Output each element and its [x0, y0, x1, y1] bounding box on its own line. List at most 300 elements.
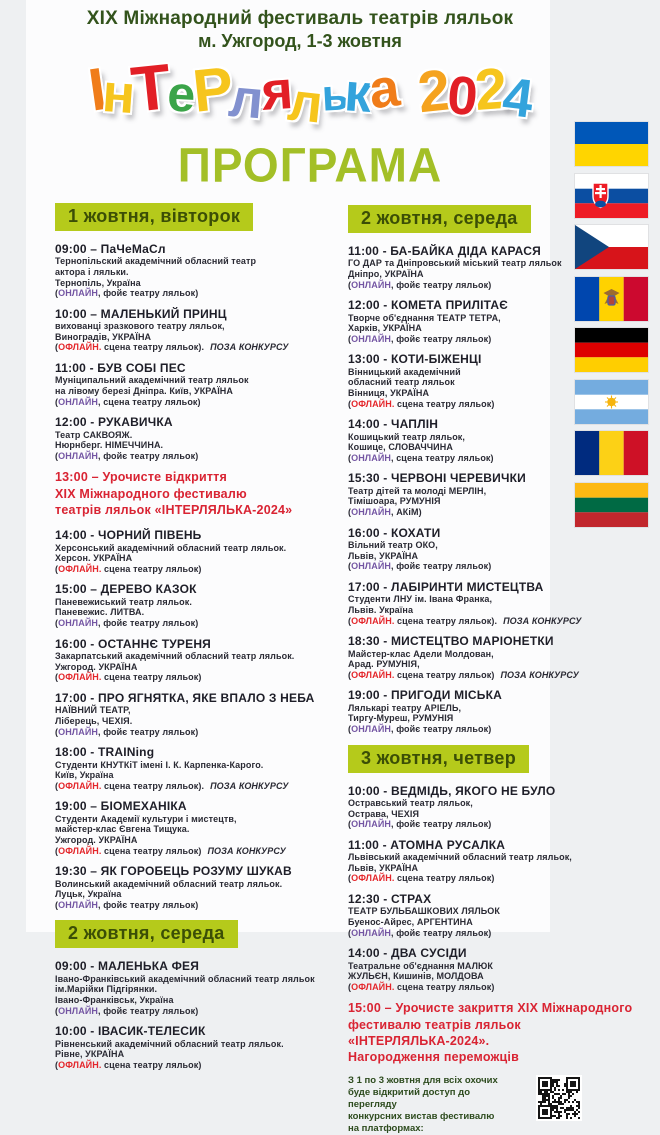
event-detail-line: Волинський академічний обласний театр ляльок. [55, 878, 283, 889]
format-venue: , фойє театру ляльок) [391, 333, 492, 344]
event-detail-line: Острава, ЧЕХІЯ [348, 808, 420, 819]
format-mode-offline: ОФЛАЙН. [58, 780, 102, 791]
logo-letter: е [166, 65, 195, 123]
event-name: БУВ СОБІ ПЕС [97, 361, 186, 376]
event-time: 17:00 - [348, 579, 391, 594]
event-time: 16:00 - [348, 525, 391, 540]
event-format-line [55, 451, 347, 462]
footer-note [348, 1075, 644, 1134]
format-venue: , фойє театру ляльок) [391, 279, 492, 290]
event-entry [348, 688, 644, 734]
event-time-title [348, 580, 644, 594]
event-name: ДВА СУСІДИ [390, 946, 467, 961]
event-format-line [348, 724, 644, 735]
event-format-line [348, 982, 644, 993]
event-format-line [348, 873, 644, 884]
event-detail-line: Студенти КНУТКіТ імені І. К. Карпенка-Карого. [55, 759, 264, 770]
event-entry [55, 637, 347, 683]
event-time: 19:30 – [55, 864, 101, 879]
logo-letter: н [100, 63, 134, 125]
event-time: 16:00 - [55, 636, 98, 651]
event-detail-line: Кошицький театр ляльок, [348, 431, 466, 442]
festival-title-line2: м. Ужгород, 1-3 жовтня [198, 31, 402, 51]
day-header: 2 жовтня, середа [55, 920, 238, 948]
event-format-line [55, 1006, 347, 1017]
event-detail-line: обласний театр ляльок [348, 377, 455, 388]
event-time: 18:30 - [348, 634, 391, 649]
event-time: 14:00 - [348, 417, 391, 432]
format-mode-offline: ОФЛАЙН. [58, 563, 102, 574]
format-mode-offline: ОФЛАЙН. [351, 615, 395, 626]
event-time-title [348, 892, 644, 906]
event-detail-line: Театр САКВОЯЖ. [55, 429, 133, 440]
format-mode-offline: ОФЛАЙН. [351, 669, 395, 680]
event-time: 13:00 - [348, 352, 391, 367]
event-format-line [348, 819, 644, 830]
logo-letter: л [285, 71, 323, 135]
event-entry [55, 864, 347, 910]
format-open-paren: ( [348, 333, 352, 344]
event-detail-line: Вінницький академічний [348, 366, 461, 377]
event-name: КОХАТИ [390, 525, 441, 540]
format-venue: , фойє театру ляльок) [98, 288, 199, 299]
event-detail-line: Майстер-клас Адели Молдован, [348, 648, 494, 659]
event-detail-line: НАЇВНИЙ ТЕАТР, [55, 705, 131, 716]
event-detail-line: Львівський академічний обласний театр ляльок, [348, 852, 572, 863]
event-time: 09:00 - [55, 959, 98, 974]
format-venue: , фойє театру ляльок) [98, 899, 199, 910]
event-time-title [348, 634, 644, 648]
festival-logo [0, 46, 620, 138]
format-open-paren: ( [348, 279, 352, 290]
event-name: РУКАВИЧКА [97, 415, 173, 430]
event-time-title [55, 528, 347, 542]
logo-year-2024 [415, 56, 534, 130]
flag-romania [575, 431, 648, 475]
format-mode-online: ОНЛАЙН [351, 561, 391, 572]
format-open-paren: ( [55, 396, 59, 407]
format-venue: сцена театру ляльок). [394, 615, 498, 626]
format-venue: , фойє театру ляльок) [391, 561, 492, 572]
format-open-paren: ( [348, 615, 352, 626]
format-mode-online: ОНЛАЙН [351, 819, 391, 830]
event-detail-line: Кошице, СЛОВАЧЧИНА [348, 442, 453, 453]
event-entry [55, 415, 347, 461]
out-of-competition-note: ПОЗА КОНКУРСУ [500, 669, 579, 680]
format-open-paren: ( [55, 288, 59, 299]
event-name: ПаЧеМаСл [100, 242, 166, 256]
event-name: ПРИГОДИ МІСЬКА [390, 688, 502, 703]
flag-moldova [575, 277, 648, 321]
format-venue: , фойє театру ляльок) [391, 927, 492, 938]
event-detail-line: ім.Марійки Підгірянки. [55, 984, 158, 995]
event-time: 10:00 - [55, 1024, 98, 1039]
event-name: ОСТАННЄ ТУРЕНЯ [97, 636, 212, 651]
day-header: 3 жовтня, четвер [348, 745, 529, 773]
format-venue: , фойє театру ляльок) [98, 726, 199, 737]
event-format-line [55, 618, 347, 629]
event-name: TRAINing [97, 745, 155, 760]
format-venue: сцена театру ляльок). [101, 342, 205, 353]
announcement-line: 15:00 – Урочисте закриття XIX Міжнародного [348, 1001, 633, 1016]
event-detail-line: Театр дітей та молоді МЕРЛІН, [348, 485, 487, 496]
event-time-title [55, 864, 347, 878]
event-time: 12:30 - [348, 892, 391, 907]
event-name: СТРАХ [390, 892, 432, 907]
announcement [348, 1000, 644, 1065]
event-name: ЧАПЛІН [390, 417, 439, 432]
out-of-competition-note: ПОЗА КОНКУРСУ [210, 342, 289, 353]
format-venue: , сцена театру ляльок) [98, 396, 201, 407]
event-detail-line: актора і ляльки. [55, 267, 129, 277]
event-format-line [348, 670, 644, 681]
format-venue: , АКіМ) [391, 507, 422, 518]
footer-line: конкурсних вистав фестивалю [348, 1111, 495, 1123]
event-time: 12:00 - [55, 415, 98, 430]
format-open-paren: ( [55, 563, 59, 574]
event-entry [55, 691, 347, 737]
event-detail-line: Творче об'єднання ТЕАТР ТЕТРА, [348, 312, 501, 323]
event-entry [348, 634, 644, 680]
event-detail-line: Нюрнберг. НІМЕЧЧИНА. [55, 440, 164, 451]
announcement-line: театрів ляльок «ІНТЕРЛЯЛЬКА-2024» [55, 502, 293, 517]
event-detail-line: майстер-клас Євгена Тищука. [55, 824, 190, 835]
format-venue: , фойє театру ляльок) [98, 1005, 199, 1016]
format-open-paren: ( [348, 723, 352, 734]
event-time: 19:00 – [55, 799, 101, 814]
event-time: 09:00 – [55, 242, 101, 256]
program-column-left [55, 201, 347, 1078]
event-detail-line: Івано-Франківський академічний обласний театр ляльок [55, 973, 315, 984]
event-name: БІОМЕХАНІКА [100, 799, 187, 814]
flag-germany [575, 328, 648, 372]
announcement-line: фестивалю театрів ляльок «ІНТЕРЛЯЛЬКА-2024». [348, 1017, 521, 1048]
day-header: 1 жовтня, вівторок [55, 203, 253, 231]
event-time: 19:00 - [348, 688, 391, 703]
event-format-line [55, 900, 347, 911]
logo-digit: 4 [499, 66, 534, 130]
format-mode-online: ОНЛАЙН [58, 899, 98, 910]
event-detail-line: Луцьк, Україна [55, 889, 122, 900]
event-name: ВЕДМІДЬ, ЯКОГО НЕ БУЛО [390, 783, 556, 798]
format-venue: сцена театру ляльок) [101, 563, 202, 574]
event-detail-line: Івано-Франківськ, Україна [55, 994, 174, 1005]
format-venue: сцена театру ляльок). [101, 780, 205, 791]
format-open-paren: ( [55, 1059, 59, 1070]
event-entry [348, 838, 644, 884]
flag-lithuania [575, 483, 648, 527]
event-detail-line: Вільний театр ОКО, [348, 540, 438, 551]
format-venue: сцена театру ляльок) [394, 398, 495, 409]
format-mode-online: ОНЛАЙН [58, 450, 98, 461]
format-open-paren: ( [55, 726, 59, 737]
event-detail-line: Львів, УКРАЇНА [348, 862, 419, 873]
event-time-title [55, 415, 347, 429]
logo-digit: 2 [472, 56, 507, 123]
format-mode-offline: ОФЛАЙН. [58, 342, 102, 353]
format-open-paren: ( [348, 873, 352, 884]
event-name: ЧЕРВОНІ ЧЕРЕВИЧКИ [390, 471, 526, 486]
event-name: МАЛЕНЬКИЙ ПРИНЦ [100, 306, 227, 321]
event-time-title [348, 688, 644, 702]
event-time: 11:00 - [348, 837, 391, 852]
format-venue: сцена театру ляльок) [394, 981, 495, 992]
event-detail-line: Виноградів, УКРАЇНА [55, 331, 152, 342]
format-venue: сцена театру ляльок) [101, 672, 202, 683]
format-open-paren: ( [55, 780, 59, 791]
event-detail-line: Паневежиський театр ляльок. [55, 596, 192, 607]
event-time: 17:00 - [55, 690, 98, 705]
announcement [55, 469, 347, 518]
logo-letter: к [342, 62, 372, 124]
event-detail-line: Київ, Україна [55, 770, 114, 781]
event-detail-line: Рівне, УКРАЇНА [55, 1049, 125, 1060]
format-venue: , фойє театру ляльок) [98, 450, 199, 461]
day-header: 2 жовтня, середа [348, 205, 531, 233]
event-detail-line: Харків, УКРАЇНА [348, 323, 422, 334]
event-entry [55, 1024, 347, 1070]
format-open-paren: ( [55, 899, 59, 910]
event-time-title [55, 745, 347, 759]
format-mode-offline: ОФЛАЙН. [58, 672, 102, 683]
event-detail-line: Тімішоара, РУМУНІЯ [348, 496, 441, 507]
format-open-paren: ( [348, 452, 352, 463]
flag-argentina [575, 380, 648, 424]
event-detail-line: Тиргу-Муреш, РУМУНІЯ [348, 713, 454, 724]
logo-digit: 2 [415, 57, 451, 126]
event-detail-line: вихованці зразкового театру ляльок, [55, 321, 225, 332]
format-venue: сцена театру ляльок) [394, 669, 495, 680]
out-of-competition-note: ПОЗА КОНКУРСУ [503, 615, 582, 626]
format-mode-online: ОНЛАЙН [351, 927, 391, 938]
event-entry [55, 242, 347, 299]
event-entry [55, 528, 347, 574]
event-time: 14:00 - [55, 528, 98, 543]
event-detail-line: Тернопільский академічний обласний театр [55, 256, 257, 267]
format-open-paren: ( [348, 981, 352, 992]
event-name: КОМЕТА ПРИЛІТАЄ [390, 298, 508, 313]
event-time-title [348, 946, 644, 960]
format-open-paren: ( [348, 561, 352, 572]
event-time-title [55, 361, 347, 375]
event-detail-line: Остравський театр ляльок, [348, 797, 473, 808]
event-time: 10:00 - [348, 783, 391, 798]
format-venue: , фойє театру ляльок) [391, 819, 492, 830]
festival-title-line1: XIX Міжнародний фестиваль театрів ляльок [86, 8, 514, 29]
format-venue: , сцена театру ляльок) [391, 452, 494, 463]
event-format-line [55, 672, 347, 683]
event-time-title [348, 838, 644, 852]
event-detail-line: Буенос-Айрес, АРГЕНТИНА [348, 917, 473, 928]
day-header-row [55, 918, 347, 959]
event-entry [348, 892, 644, 938]
event-format-line [55, 288, 347, 299]
event-time: 11:00 - [348, 244, 391, 258]
event-time-title [55, 799, 347, 813]
event-time: 15:30 - [348, 471, 391, 486]
event-format-line [55, 727, 347, 738]
event-name: АТОМНА РУСАЛКА [390, 837, 506, 852]
format-open-paren: ( [55, 845, 59, 856]
flag-ukraine [575, 122, 648, 166]
format-open-paren: ( [348, 669, 352, 680]
event-detail-line: Ужгород. УКРАЇНА [55, 661, 138, 672]
event-time: 14:00 - [348, 946, 391, 961]
format-open-paren: ( [55, 450, 59, 461]
event-detail-line: ГО ДАР та Дніпровський міський театр ляльок [348, 258, 562, 269]
format-mode-offline: ОФЛАЙН. [351, 398, 395, 409]
qr-module [578, 1117, 580, 1119]
event-detail-line: ЖУЛЬЄН, Кишинів, МОЛДОВА [348, 971, 484, 982]
event-entry [55, 307, 347, 353]
day-header-row [348, 743, 644, 784]
logo-letter: Р [189, 54, 234, 125]
event-time: 10:00 – [55, 306, 101, 321]
event-detail-line: Студенти Академії культури і мистецтв, [55, 813, 237, 824]
format-mode-online: ОНЛАЙН [58, 618, 98, 629]
event-detail-line: Муніципальний академічний театр ляльок [55, 375, 249, 386]
announcement-line: XIX Міжнародного фестивалю [55, 486, 247, 501]
event-time-title [55, 307, 347, 321]
event-name: ЧОРНИЙ ПІВЕНЬ [97, 528, 202, 543]
format-open-paren: ( [348, 398, 352, 409]
event-detail-line: ТЕАТР БУЛЬБАШКОВИХ ЛЯЛЬОК [348, 906, 500, 917]
event-time: 18:00 - [55, 745, 98, 760]
format-open-paren: ( [348, 927, 352, 938]
logo-letter: л [226, 67, 263, 131]
footer-line: З 1 по 3 жовтня для всіх охочих [348, 1075, 498, 1087]
program-title: ПРОГРАМА [177, 137, 443, 193]
format-venue: сцена театру ляльок) [394, 873, 495, 884]
flag-czechia [575, 225, 648, 269]
flag-slovakia [575, 174, 648, 218]
out-of-competition-note: ПОЗА КОНКУРСУ [210, 780, 289, 791]
event-detail-line: Рівненський академічний обласний театр ляльок. [55, 1038, 284, 1049]
format-mode-offline: ОФЛАЙН. [58, 1059, 102, 1070]
format-mode-offline: ОФЛАЙН. [351, 873, 395, 884]
logo-letter: Т [128, 50, 172, 126]
event-time-title [55, 637, 347, 651]
event-format-line [55, 397, 347, 408]
event-time-title [55, 1024, 347, 1038]
event-time-title [55, 242, 347, 256]
format-mode-online: ОНЛАЙН [351, 333, 391, 344]
format-open-paren: ( [55, 672, 59, 683]
event-time: 12:00 - [348, 298, 391, 313]
event-time-title [55, 691, 347, 705]
footer-text [348, 1075, 518, 1134]
event-format-line [348, 616, 644, 627]
event-format-line [55, 781, 347, 792]
logo-digit: 0 [444, 64, 477, 128]
event-detail-line: Студенти ЛНУ ім. Івана Франка, [348, 594, 493, 605]
format-mode-online: ОНЛАЙН [351, 507, 391, 518]
event-detail-line: Вінниця, УКРАЇНА [348, 388, 430, 399]
event-detail-line: Лялькарі театру АРІЕЛЬ, [348, 702, 462, 713]
event-detail-line: Паневежис. ЛИТВА. [55, 607, 145, 618]
event-detail-line: Ліберець, ЧЕХІЯ. [55, 715, 133, 726]
event-detail-line: Арад. РУМУНІЯ, [348, 659, 420, 670]
event-name: МИСТЕЦТВО МАРІОНЕТКИ [390, 634, 554, 649]
logo-word-interlyalka [84, 50, 401, 135]
format-open-paren: ( [348, 507, 352, 518]
format-open-paren: ( [55, 342, 59, 353]
format-venue: , фойє театру ляльок) [98, 618, 199, 629]
event-entry [55, 361, 347, 407]
event-format-line [55, 846, 347, 857]
format-mode-online: ОНЛАЙН [58, 1005, 98, 1016]
format-mode-online: ОНЛАЙН [58, 726, 98, 737]
event-format-line [55, 342, 347, 353]
event-time-title [55, 959, 347, 973]
event-entry [348, 784, 644, 830]
announcement-line: Нагородження переможців [348, 1050, 519, 1065]
event-format-line [55, 1060, 347, 1071]
event-detail-line: Ужгород. УКРАЇНА [55, 834, 138, 845]
format-mode-online: ОНЛАЙН [351, 452, 391, 463]
format-mode-online: ОНЛАЙН [351, 279, 391, 290]
event-detail-line: Львів, УКРАЇНА [348, 550, 419, 561]
logo-letter: я [259, 60, 293, 122]
event-name: БА-БАЙКА ДІДА КАРАСЯ [390, 244, 541, 258]
event-time: 11:00 - [55, 361, 98, 376]
out-of-competition-note: ПОЗА КОНКУРСУ [207, 845, 286, 856]
logo-letter: а [366, 57, 401, 121]
format-venue: , фойє театру ляльок) [391, 723, 492, 734]
footer-line: буде відкритий доступ до перегляду [348, 1087, 470, 1111]
event-entry [55, 745, 347, 791]
event-format-line [348, 561, 644, 572]
event-detail-line: Закарпатський академічний обласний театр ляльок. [55, 651, 295, 662]
format-mode-online: ОНЛАЙН [58, 396, 98, 407]
event-detail-line: на лівому березі Дніпра. Київ, УКРАЇНА [55, 386, 234, 397]
event-entry [348, 946, 644, 992]
logo-letter: І [84, 55, 108, 124]
event-name: ДЕРЕВО КАЗОК [100, 582, 197, 597]
event-detail-line: Львів. Україна [348, 604, 414, 615]
event-name: МАЛЕНЬКА ФЕЯ [97, 959, 200, 974]
logo-letter: ь [320, 70, 348, 121]
format-mode-offline: ОФЛАЙН. [351, 981, 395, 992]
footer-line: на платформах: [348, 1122, 424, 1134]
event-name: ЛАБІРИНТИ МИСТЕЦТВА [390, 579, 544, 594]
event-format-line [55, 564, 347, 575]
qr-code [536, 1075, 582, 1121]
event-time-title [348, 784, 644, 798]
format-venue: сцена театру ляльок) [101, 1059, 202, 1070]
format-open-paren: ( [348, 819, 352, 830]
event-detail-line: Театральне об'єднання МАЛЮК [348, 960, 494, 971]
event-entry [348, 580, 644, 626]
format-open-paren: ( [55, 1005, 59, 1016]
event-entry [55, 799, 347, 856]
event-name: ПРО ЯГНЯТКА, ЯКЕ ВПАЛО З НЕБА [97, 690, 315, 705]
format-mode-offline: ОФЛАЙН. [58, 845, 102, 856]
event-entry [55, 582, 347, 628]
announcement-line: 13:00 – Урочисте відкриття [55, 470, 227, 485]
day-header-row [55, 201, 347, 242]
format-mode-online: ОНЛАЙН [58, 288, 98, 299]
event-detail-line: Дніпро, УКРАЇНА [348, 269, 424, 279]
event-time-title [55, 582, 347, 596]
event-name: КОТИ-БІЖЕНЦІ [390, 352, 482, 367]
format-venue: сцена театру ляльок) [101, 845, 202, 856]
event-name: ІВАСИК-ТЕЛЕСИК [97, 1024, 206, 1039]
event-format-line [348, 928, 644, 939]
format-mode-online: ОНЛАЙН [351, 723, 391, 734]
event-detail-line: Тернопіль, Україна [55, 277, 141, 288]
country-flags [575, 122, 648, 534]
